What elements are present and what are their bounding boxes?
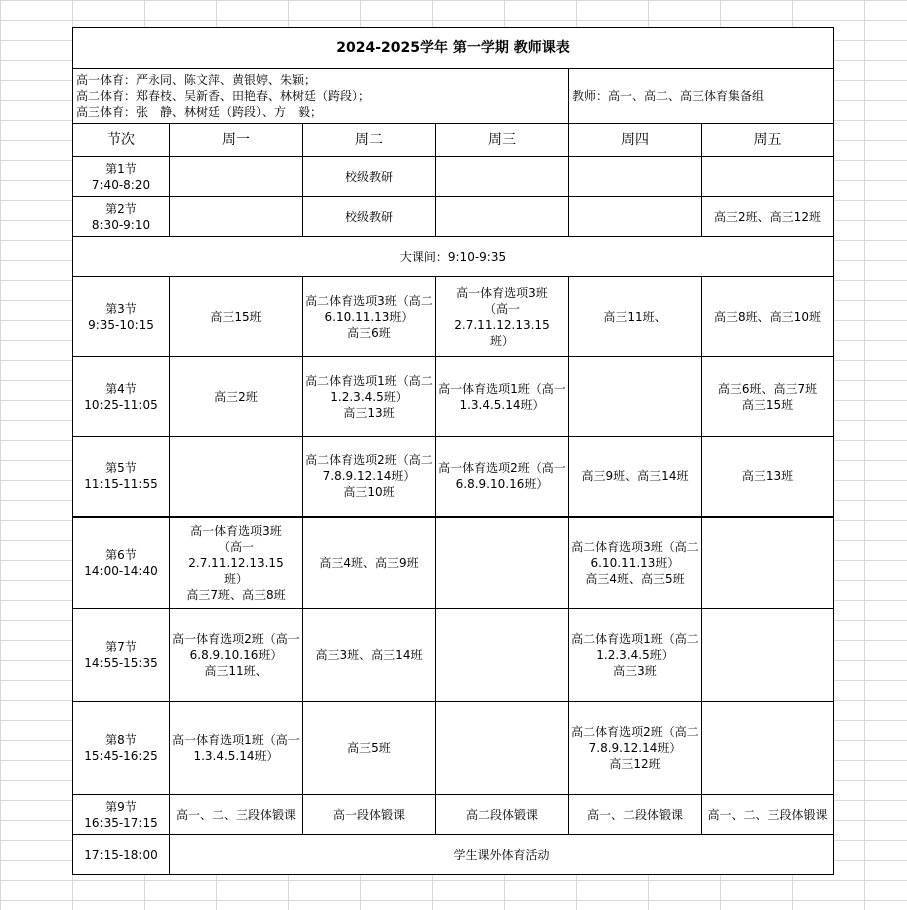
class-entry: 校级教研	[344, 209, 393, 224]
class-entry: 2.7.11.12.13.15	[188, 555, 284, 570]
period-cell	[73, 157, 170, 197]
teacher-line-2: 高二体育：郑春枝、吴新香、田艳春、林树廷（跨段）；	[76, 89, 371, 103]
class-cell-wednesday	[436, 609, 569, 702]
period-row	[73, 609, 834, 702]
class-entry: 高二体育选项1班（高二1.2.3.4.5班）	[305, 373, 433, 404]
class-cell-friday	[702, 795, 834, 835]
class-entry: 高一体育选项2班（高一6.8.9.10.16班）	[438, 461, 566, 492]
period-time: 16:35-17:15	[84, 815, 158, 830]
period-time: 8:30-9:10	[91, 217, 151, 232]
class-cell-tuesday	[303, 197, 436, 237]
class-cell-wednesday	[436, 437, 569, 517]
class-entry: 高三12班	[609, 757, 661, 771]
class-cell-thursday	[569, 795, 702, 835]
class-cell-friday	[702, 277, 834, 357]
timetable-title: 2024-2025学年 第一学期 教师课表	[73, 28, 834, 69]
class-entry: 高二体育选项3班（高二6.10.11.13班）	[305, 293, 433, 324]
period-cell	[73, 277, 170, 357]
class-cell-thursday	[569, 197, 702, 237]
class-entry: 高三9班、高三14班	[581, 469, 689, 484]
class-entry: 班）	[489, 333, 514, 348]
period-number: 第7节	[105, 640, 137, 654]
class-entry: 高三4班、高三5班	[585, 571, 685, 586]
class-entry: 高三2班、高三12班	[714, 209, 821, 224]
header-thursday: 周四	[569, 124, 702, 157]
period-time: 9:35-10:15	[88, 317, 154, 332]
class-entry: 校级教研	[344, 169, 393, 184]
activity-row	[73, 835, 834, 875]
class-cell-tuesday	[303, 157, 436, 197]
class-entry: 高一体育选项1班（高一1.3.4.5.14班）	[172, 733, 300, 763]
class-entry: 高一、二、三段体锻课	[175, 807, 296, 822]
class-entry: 高三13班	[741, 469, 794, 484]
class-cell-thursday	[569, 702, 702, 795]
class-cell-wednesday	[436, 277, 569, 357]
class-entry: 高一体育选项2班（高一6.8.9.10.16班）	[172, 632, 300, 662]
period-row	[73, 795, 834, 835]
class-entry: 高三13班	[343, 405, 395, 420]
teacher-list	[73, 69, 569, 124]
period-cell	[73, 357, 170, 437]
break-row: 大课间：9:10-9:35	[73, 237, 834, 277]
class-cell-wednesday	[436, 795, 569, 835]
class-entry: 高三11班、	[204, 664, 268, 678]
class-entry: 高三3班	[613, 664, 657, 678]
class-cell-thursday	[569, 437, 702, 517]
class-cell-monday	[170, 437, 303, 517]
class-entry: 高三10班	[343, 485, 395, 500]
class-cell-monday	[170, 157, 303, 197]
period-row	[73, 157, 834, 197]
period-number: 第5节	[105, 461, 137, 476]
class-entry: 高一段体锻课	[332, 807, 405, 822]
activity-time: 17:15-18:00	[73, 835, 170, 875]
period-cell	[73, 437, 170, 517]
class-entry: 高一体育选项3班	[456, 285, 548, 300]
class-entry: 高三2班	[214, 389, 258, 404]
class-entry: 高二体育选项2班（高二7.8.9.12.14班）	[305, 453, 433, 484]
class-cell-wednesday	[436, 702, 569, 795]
class-cell-friday	[702, 157, 834, 197]
class-cell-wednesday	[436, 357, 569, 437]
period-number: 第3节	[105, 301, 137, 316]
class-cell-monday	[170, 795, 303, 835]
class-cell-thursday	[569, 277, 702, 357]
period-time: 10:25-11:05	[84, 397, 158, 412]
period-row	[73, 277, 834, 357]
period-time: 14:55-15:35	[84, 656, 158, 670]
class-entry: 高三15班	[210, 309, 262, 324]
class-entry: 高三8班、高三10班	[714, 309, 821, 324]
period-time: 11:15-11:55	[84, 477, 158, 492]
class-cell-friday	[702, 702, 834, 795]
class-entry: 2.7.11.12.13.15	[454, 317, 550, 332]
period-row	[73, 437, 834, 517]
class-cell-thursday	[569, 609, 702, 702]
class-cell-tuesday	[303, 277, 436, 357]
header-tuesday: 周二	[303, 124, 436, 157]
class-cell-monday	[170, 277, 303, 357]
class-entry: 高三6班、高三7班	[717, 381, 818, 396]
period-number: 第9节	[105, 799, 137, 814]
class-entry: 高三4班、高三9班	[319, 555, 419, 570]
period-time: 15:45-16:25	[84, 749, 158, 763]
period-number: 第4节	[105, 381, 137, 396]
class-entry: 高一、二段体锻课	[586, 807, 683, 822]
class-cell-tuesday	[303, 437, 436, 517]
class-cell-tuesday	[303, 702, 436, 795]
class-entry: 班）	[223, 571, 248, 586]
class-entry: 高三5班	[347, 741, 391, 755]
period-time: 7:40-8:20	[91, 177, 151, 192]
teacher-line-3: 高三体育：张 静、林树廷（跨段）、方 毅；	[76, 105, 323, 119]
period-cell	[73, 795, 170, 835]
period-cell	[73, 609, 170, 702]
timetable	[72, 27, 834, 875]
period-number: 第1节	[105, 161, 137, 176]
period-number: 第6节	[105, 547, 137, 562]
class-cell-wednesday	[436, 517, 569, 609]
header-period: 节次	[73, 124, 170, 157]
class-entry: 高二段体锻课	[465, 807, 538, 822]
period-cell	[73, 197, 170, 237]
class-cell-monday	[170, 702, 303, 795]
class-entry: （高一	[217, 539, 254, 554]
class-entry: 高三3班、高三14班	[315, 648, 423, 662]
class-entry: 高二体育选项3班（高二6.10.11.13班）	[571, 539, 699, 570]
class-cell-thursday	[569, 157, 702, 197]
class-entry: （高一	[483, 301, 520, 316]
header-monday: 周一	[170, 124, 303, 157]
period-number: 第2节	[105, 201, 137, 216]
class-cell-wednesday	[436, 157, 569, 197]
class-entry: 高三6班	[347, 325, 391, 340]
header-wednesday: 周三	[436, 124, 569, 157]
class-cell-tuesday	[303, 517, 436, 609]
header-row	[73, 124, 834, 157]
class-cell-monday	[170, 609, 303, 702]
period-number: 第8节	[105, 733, 137, 747]
class-entry: 高二体育选项1班（高二1.2.3.4.5班）	[571, 632, 699, 662]
class-cell-tuesday	[303, 795, 436, 835]
class-cell-wednesday	[436, 197, 569, 237]
class-entry: 高三11班、	[603, 309, 667, 324]
class-cell-tuesday	[303, 609, 436, 702]
class-cell-monday	[170, 197, 303, 237]
period-cell	[73, 517, 170, 609]
period-cell	[73, 702, 170, 795]
period-row	[73, 517, 834, 609]
class-cell-thursday	[569, 517, 702, 609]
class-cell-tuesday	[303, 357, 436, 437]
period-row	[73, 702, 834, 795]
header-friday: 周五	[702, 124, 834, 157]
class-cell-monday	[170, 357, 303, 437]
class-entry: 高一体育选项1班（高一1.3.4.5.14班）	[438, 381, 566, 412]
class-cell-monday	[170, 517, 303, 609]
period-row	[73, 357, 834, 437]
class-cell-friday	[702, 197, 834, 237]
class-entry: 高一、二、三段体锻课	[707, 807, 828, 822]
class-entry: 高二体育选项2班（高二7.8.9.12.14班）	[571, 725, 699, 755]
class-entry: 高三15班	[741, 397, 794, 412]
teacher-line-1: 高一体育：严永同、陈文萍、黄银婷、朱颖；	[76, 73, 317, 87]
class-entry: 高一体育选项3班	[190, 523, 282, 538]
class-entry: 高三7班、高三8班	[186, 587, 286, 602]
period-time: 14:00-14:40	[84, 563, 158, 578]
activity-cell: 学生课外体育活动	[170, 835, 834, 875]
class-cell-thursday	[569, 357, 702, 437]
class-cell-friday	[702, 437, 834, 517]
teacher-group: 教师：高一、高二、高三体育集备组	[569, 69, 834, 124]
class-cell-friday	[702, 357, 834, 437]
class-cell-friday	[702, 609, 834, 702]
class-cell-friday	[702, 517, 834, 609]
period-row	[73, 197, 834, 237]
